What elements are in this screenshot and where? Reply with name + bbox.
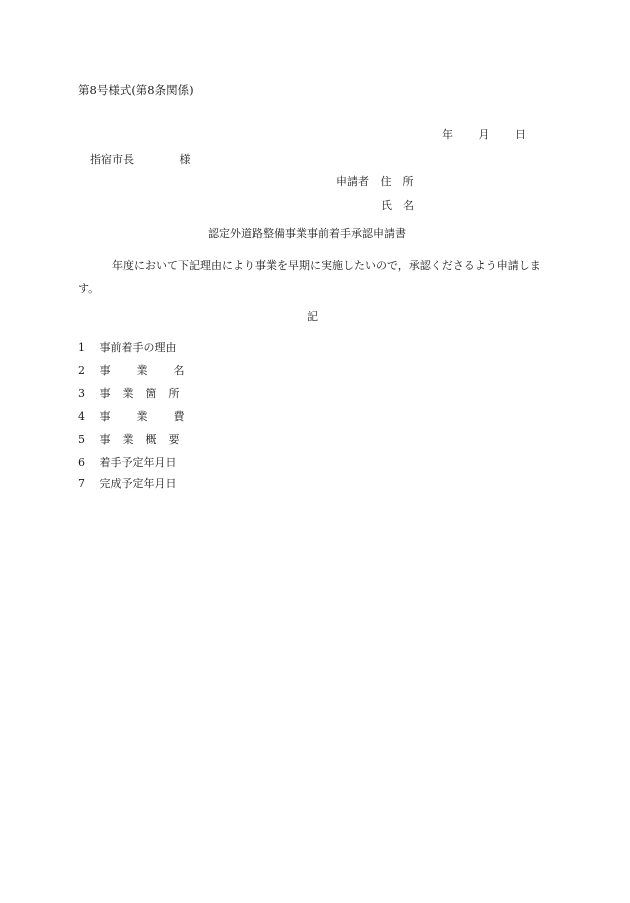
applicant-address-label: 住 所: [380, 175, 414, 188]
list-item: [78, 454, 177, 470]
applicant-name-label: 氏 名: [381, 199, 414, 212]
date-line: [442, 126, 526, 142]
form-number: 第8号様式(第8条関係): [78, 83, 194, 97]
list-item: [78, 385, 192, 401]
item-number: 1: [78, 341, 85, 354]
addressee-suffix: 様: [179, 153, 191, 166]
item-number: 7: [78, 477, 85, 490]
item-label: 事業箇所: [99, 387, 192, 400]
list-item: [78, 339, 177, 355]
item-label: 事前着手の理由: [99, 341, 177, 354]
date-day-label: 日: [515, 128, 526, 141]
item-label: 完成予定年月日: [99, 477, 177, 490]
list-item: [78, 408, 211, 424]
item-label: 事業名: [99, 364, 211, 377]
applicant-label: 申請者: [336, 175, 369, 188]
item-label: 事業概要: [99, 433, 192, 446]
document-title: 認定外道路整備事業事前着手承認申請書: [208, 227, 406, 240]
list-item: [78, 475, 177, 491]
item-number: 3: [78, 387, 85, 400]
addressee: [90, 151, 191, 167]
item-number: 4: [78, 410, 85, 423]
body-paragraph: 年度において下記理由により事業を早期に実施したいので，承認くださるよう申請します。: [78, 259, 541, 295]
list-item: [78, 362, 211, 378]
item-label: 事業費: [99, 410, 211, 423]
item-label: 着手予定年月日: [99, 456, 177, 469]
list-item: [78, 431, 192, 447]
ki-heading: 記: [307, 310, 318, 323]
item-number: 5: [78, 433, 85, 446]
date-year-label: 年: [442, 128, 453, 141]
date-month-label: 月: [478, 128, 490, 141]
item-number: 2: [78, 364, 85, 377]
addressee-name: 指宿市長: [90, 153, 134, 166]
item-number: 6: [78, 456, 85, 469]
applicant-address-line: [336, 173, 414, 189]
